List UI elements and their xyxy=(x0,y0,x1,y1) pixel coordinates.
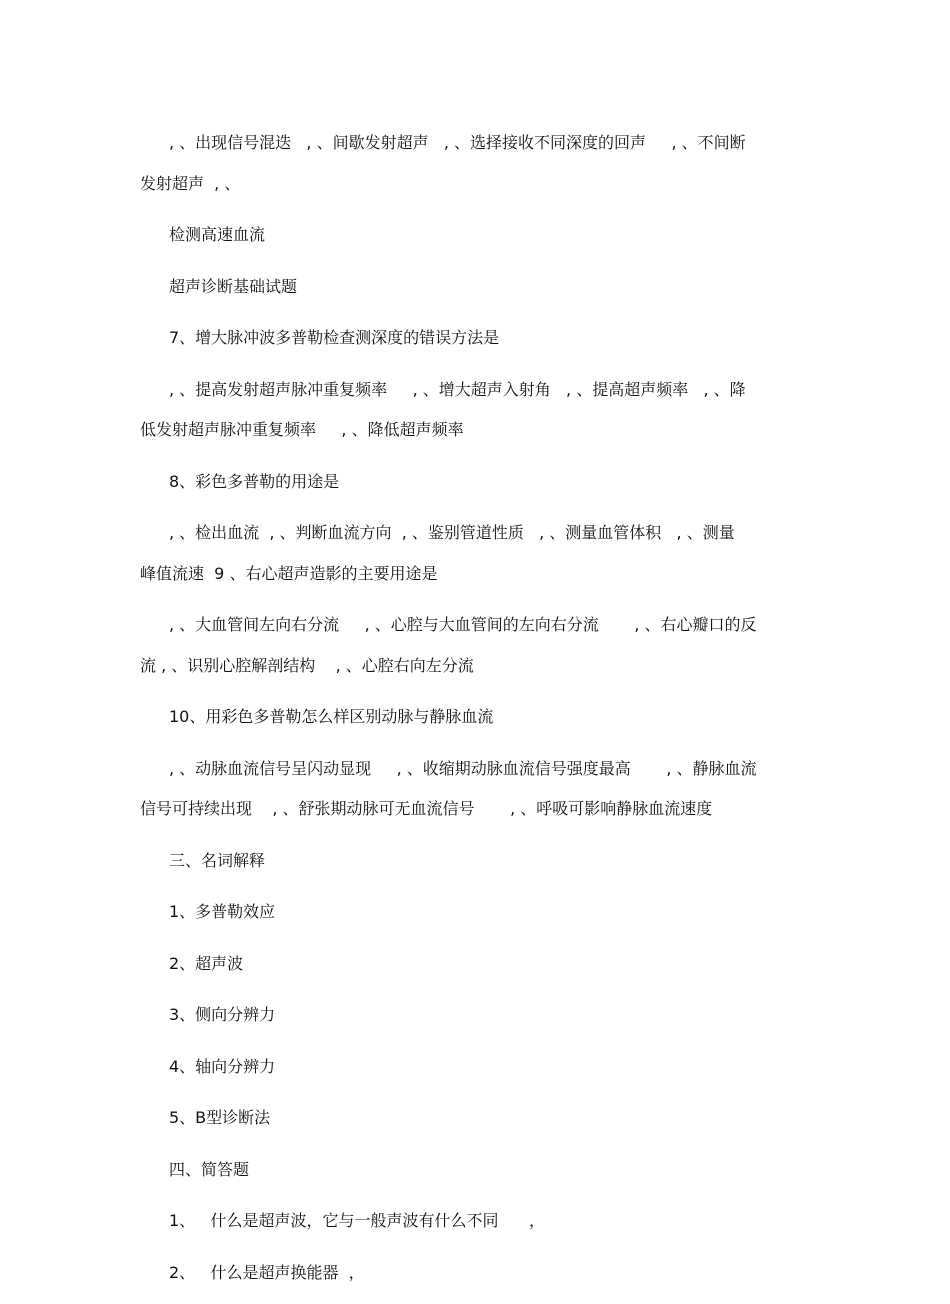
question-9-options-line-1: , 、大血管间左向右分流 , 、心腔与大血管间的左向右分流 , 、右心瓣口的反 xyxy=(169,615,757,634)
question-10: 10、用彩色多普勒怎么样区别动脉与静脉血流 xyxy=(169,707,494,726)
question-8-options-line-2: 峰值流速 9 、右心超声造影的主要用途是 xyxy=(140,563,438,583)
term-item: 5、B型诊断法 xyxy=(169,1108,271,1127)
question-10-options-line-2: 信号可持续出现 , 、舒张期动脉可无血流信号 , 、呼吸可影响静脉血流速度 xyxy=(140,799,713,818)
question-8: 8、彩色多普勒的用途是 xyxy=(169,471,340,491)
short-answer-item: 1、 什么是超声波，它与一般声波有什么不同 ， xyxy=(169,1211,545,1230)
question-7-options-line-2: 低发射超声脉冲重复频率 , 、降低超声频率 xyxy=(140,420,464,439)
question-10-options-line-1: , 、动脉血流信号呈闪动显现 , 、收缩期动脉血流信号强度最高 , 、静脉血流 xyxy=(169,758,757,778)
question-9-options-line-2: 流 , 、识别心腔解剖结构 , 、心腔右向左分流 xyxy=(140,655,474,675)
question-7-options-line-1: , 、提高发射超声脉冲重复频率 , 、增大超声入射角 , 、提高超声频率 , 、降 xyxy=(169,379,746,399)
term-item: 4、轴向分辨力 xyxy=(169,1056,276,1076)
term-item: 1、多普勒效应 xyxy=(169,902,276,921)
short-answer-item: 2、 什么是超声换能器 ， xyxy=(169,1262,365,1282)
question-8-options-line-1: , 、检出血流 , 、判断血流方向 , 、鉴别管道性质 , 、测量血管体积 , 、测量 xyxy=(169,523,735,542)
text-line: 检测高速血流 xyxy=(169,225,266,244)
question-7: 7、增大脉冲波多普勒检查测深度的错误方法是 xyxy=(169,328,500,347)
term-item: 2、超声波 xyxy=(169,953,244,973)
term-item: 3、侧向分辨力 xyxy=(169,1005,276,1024)
section-heading-short-answer: 四、简答题 xyxy=(169,1159,250,1179)
section-title: 超声诊断基础试题 xyxy=(169,276,298,296)
document-body xyxy=(140,123,790,1304)
question-6-options-line-1: , 、出现信号混迭 , 、间歇发射超声 , 、选择接收不同深度的回声 , 、不间断 xyxy=(169,133,746,152)
question-6-options-line-2: 发射超声 , 、 xyxy=(140,173,241,193)
section-heading-terms: 三、名词解释 xyxy=(169,850,266,870)
